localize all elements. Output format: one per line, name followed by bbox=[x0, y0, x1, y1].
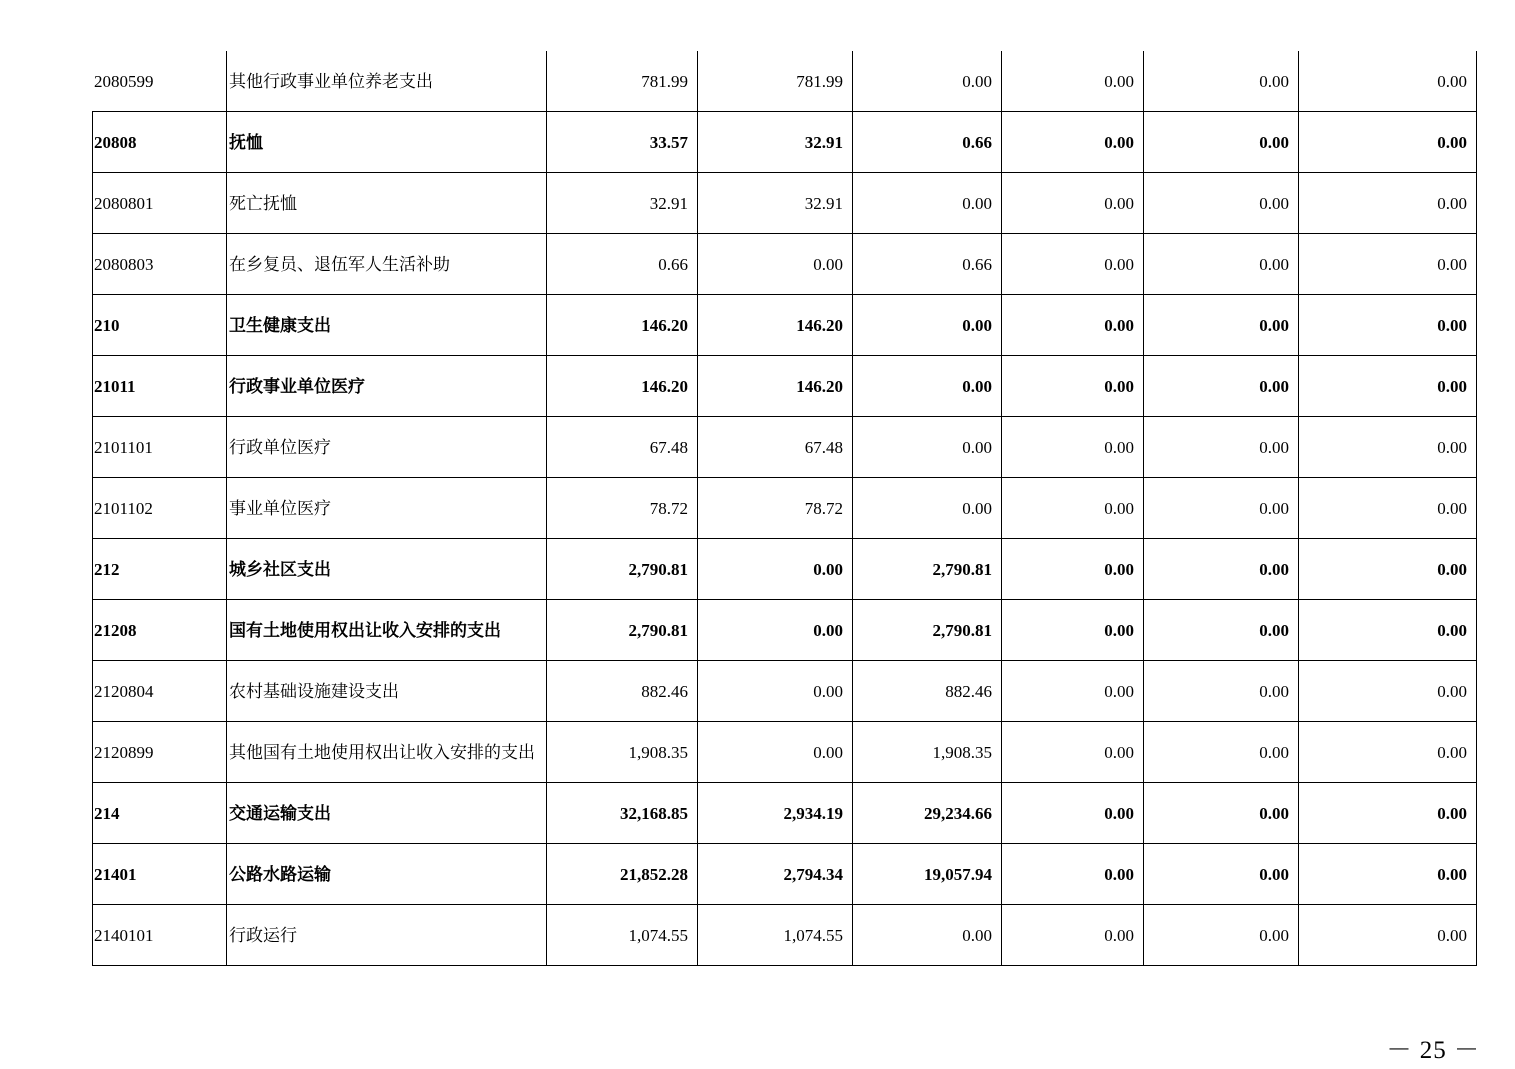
row-value-cell: 0.00 bbox=[698, 539, 853, 600]
row-value-cell: 32.91 bbox=[547, 173, 698, 234]
row-value-cell: 146.20 bbox=[698, 356, 853, 417]
row-value-cell: 146.20 bbox=[547, 295, 698, 356]
row-value-cell: 0.00 bbox=[1002, 600, 1144, 661]
row-value-cell: 2,794.34 bbox=[698, 844, 853, 905]
budget-table bbox=[92, 51, 1477, 966]
row-name-cell: 事业单位医疗 bbox=[227, 478, 547, 539]
row-name-cell: 死亡抚恤 bbox=[227, 173, 547, 234]
row-value-cell: 0.00 bbox=[1144, 295, 1299, 356]
row-value-cell: 0.00 bbox=[1299, 783, 1477, 844]
row-value-cell: 0.00 bbox=[853, 905, 1002, 966]
row-value-cell: 0.00 bbox=[1002, 295, 1144, 356]
row-value-cell: 146.20 bbox=[547, 356, 698, 417]
row-value-cell: 0.00 bbox=[1002, 356, 1144, 417]
row-value-cell: 0.00 bbox=[1299, 478, 1477, 539]
row-value-cell: 32,168.85 bbox=[547, 783, 698, 844]
row-value-cell: 0.00 bbox=[1144, 844, 1299, 905]
row-name-cell: 其他行政事业单位养老支出 bbox=[227, 51, 547, 112]
row-value-cell: 0.00 bbox=[1144, 478, 1299, 539]
table-row bbox=[93, 539, 1477, 600]
row-value-cell: 1,908.35 bbox=[547, 722, 698, 783]
row-name-cell: 行政事业单位医疗 bbox=[227, 356, 547, 417]
row-name-cell: 在乡复员、退伍军人生活补助 bbox=[227, 234, 547, 295]
row-code-cell: 2101101 bbox=[93, 417, 227, 478]
row-value-cell: 0.00 bbox=[1002, 478, 1144, 539]
row-value-cell: 1,074.55 bbox=[698, 905, 853, 966]
row-value-cell: 2,790.81 bbox=[547, 600, 698, 661]
row-value-cell: 0.00 bbox=[1002, 417, 1144, 478]
row-value-cell: 0.00 bbox=[1144, 234, 1299, 295]
table-row bbox=[93, 844, 1477, 905]
row-value-cell: 78.72 bbox=[547, 478, 698, 539]
table-row bbox=[93, 173, 1477, 234]
row-value-cell: 0.00 bbox=[698, 722, 853, 783]
row-value-cell: 0.00 bbox=[1002, 722, 1144, 783]
row-value-cell: 0.00 bbox=[1144, 112, 1299, 173]
row-value-cell: 0.00 bbox=[1299, 600, 1477, 661]
page-number: － 25 － bbox=[1386, 1037, 1480, 1064]
row-value-cell: 0.00 bbox=[853, 295, 1002, 356]
row-value-cell: 0.00 bbox=[1144, 173, 1299, 234]
row-value-cell: 29,234.66 bbox=[853, 783, 1002, 844]
row-value-cell: 781.99 bbox=[547, 51, 698, 112]
row-name-cell: 农村基础设施建设支出 bbox=[227, 661, 547, 722]
row-value-cell: 32.91 bbox=[698, 112, 853, 173]
row-value-cell: 0.00 bbox=[1299, 417, 1477, 478]
row-name-cell: 城乡社区支出 bbox=[227, 539, 547, 600]
row-value-cell: 67.48 bbox=[547, 417, 698, 478]
row-value-cell: 0.00 bbox=[853, 173, 1002, 234]
row-code-cell: 21208 bbox=[93, 600, 227, 661]
row-value-cell: 0.00 bbox=[1144, 417, 1299, 478]
row-value-cell: 0.66 bbox=[547, 234, 698, 295]
table-row bbox=[93, 600, 1477, 661]
row-value-cell: 0.00 bbox=[1299, 51, 1477, 112]
row-value-cell: 0.00 bbox=[1002, 539, 1144, 600]
row-value-cell: 2,790.81 bbox=[547, 539, 698, 600]
row-name-cell: 卫生健康支出 bbox=[227, 295, 547, 356]
row-value-cell: 0.00 bbox=[1002, 783, 1144, 844]
row-value-cell: 0.00 bbox=[1299, 905, 1477, 966]
row-name-cell: 交通运输支出 bbox=[227, 783, 547, 844]
row-value-cell: 0.00 bbox=[1002, 173, 1144, 234]
row-value-cell: 2,790.81 bbox=[853, 600, 1002, 661]
row-value-cell: 0.00 bbox=[1299, 539, 1477, 600]
row-code-cell: 2080599 bbox=[93, 51, 227, 112]
row-value-cell: 0.00 bbox=[1144, 661, 1299, 722]
row-value-cell: 0.00 bbox=[1144, 51, 1299, 112]
row-value-cell: 0.00 bbox=[1144, 539, 1299, 600]
table-row bbox=[93, 51, 1477, 112]
row-code-cell: 214 bbox=[93, 783, 227, 844]
row-value-cell: 2,934.19 bbox=[698, 783, 853, 844]
table-row bbox=[93, 905, 1477, 966]
row-value-cell: 0.00 bbox=[1002, 234, 1144, 295]
row-code-cell: 2080801 bbox=[93, 173, 227, 234]
row-name-cell: 其他国有土地使用权出让收入安排的支出 bbox=[227, 722, 547, 783]
row-code-cell: 210 bbox=[93, 295, 227, 356]
row-code-cell: 2080803 bbox=[93, 234, 227, 295]
row-value-cell: 0.00 bbox=[1002, 112, 1144, 173]
row-value-cell: 0.00 bbox=[853, 51, 1002, 112]
row-value-cell: 2,790.81 bbox=[853, 539, 1002, 600]
row-value-cell: 67.48 bbox=[698, 417, 853, 478]
row-name-cell: 公路水路运输 bbox=[227, 844, 547, 905]
row-value-cell: 0.00 bbox=[853, 417, 1002, 478]
table-row bbox=[93, 722, 1477, 783]
row-value-cell: 882.46 bbox=[853, 661, 1002, 722]
row-value-cell: 0.00 bbox=[1144, 356, 1299, 417]
row-code-cell: 2120804 bbox=[93, 661, 227, 722]
row-value-cell: 0.00 bbox=[1299, 234, 1477, 295]
row-value-cell: 0.00 bbox=[698, 661, 853, 722]
table-row bbox=[93, 661, 1477, 722]
row-value-cell: 1,908.35 bbox=[853, 722, 1002, 783]
row-code-cell: 2140101 bbox=[93, 905, 227, 966]
row-value-cell: 1,074.55 bbox=[547, 905, 698, 966]
row-value-cell: 0.00 bbox=[698, 234, 853, 295]
table-row bbox=[93, 783, 1477, 844]
row-code-cell: 2120899 bbox=[93, 722, 227, 783]
row-value-cell: 0.66 bbox=[853, 112, 1002, 173]
row-value-cell: 0.66 bbox=[853, 234, 1002, 295]
table-row bbox=[93, 112, 1477, 173]
row-value-cell: 0.00 bbox=[1299, 722, 1477, 783]
row-value-cell: 0.00 bbox=[1299, 112, 1477, 173]
row-value-cell: 0.00 bbox=[1002, 844, 1144, 905]
table-row bbox=[93, 234, 1477, 295]
row-value-cell: 0.00 bbox=[1299, 844, 1477, 905]
row-value-cell: 882.46 bbox=[547, 661, 698, 722]
row-code-cell: 21401 bbox=[93, 844, 227, 905]
row-code-cell: 20808 bbox=[93, 112, 227, 173]
row-value-cell: 19,057.94 bbox=[853, 844, 1002, 905]
row-value-cell: 0.00 bbox=[1144, 783, 1299, 844]
row-value-cell: 146.20 bbox=[698, 295, 853, 356]
row-code-cell: 2101102 bbox=[93, 478, 227, 539]
row-value-cell: 0.00 bbox=[853, 478, 1002, 539]
row-name-cell: 行政运行 bbox=[227, 905, 547, 966]
row-value-cell: 0.00 bbox=[698, 600, 853, 661]
row-value-cell: 78.72 bbox=[698, 478, 853, 539]
row-value-cell: 0.00 bbox=[1299, 356, 1477, 417]
table-row bbox=[93, 417, 1477, 478]
row-value-cell: 0.00 bbox=[1002, 905, 1144, 966]
row-value-cell: 21,852.28 bbox=[547, 844, 698, 905]
row-code-cell: 212 bbox=[93, 539, 227, 600]
row-value-cell: 32.91 bbox=[698, 173, 853, 234]
row-value-cell: 781.99 bbox=[698, 51, 853, 112]
row-value-cell: 0.00 bbox=[1299, 661, 1477, 722]
table-body bbox=[93, 51, 1477, 966]
row-value-cell: 0.00 bbox=[1299, 173, 1477, 234]
row-value-cell: 0.00 bbox=[1002, 661, 1144, 722]
row-name-cell: 抚恤 bbox=[227, 112, 547, 173]
row-value-cell: 0.00 bbox=[1144, 600, 1299, 661]
row-value-cell: 33.57 bbox=[547, 112, 698, 173]
row-name-cell: 行政单位医疗 bbox=[227, 417, 547, 478]
row-code-cell: 21011 bbox=[93, 356, 227, 417]
row-name-cell: 国有土地使用权出让收入安排的支出 bbox=[227, 600, 547, 661]
row-value-cell: 0.00 bbox=[1299, 295, 1477, 356]
row-value-cell: 0.00 bbox=[1144, 722, 1299, 783]
row-value-cell: 0.00 bbox=[1002, 51, 1144, 112]
table-row bbox=[93, 295, 1477, 356]
row-value-cell: 0.00 bbox=[1144, 905, 1299, 966]
table-row bbox=[93, 356, 1477, 417]
row-value-cell: 0.00 bbox=[853, 356, 1002, 417]
table-row bbox=[93, 478, 1477, 539]
